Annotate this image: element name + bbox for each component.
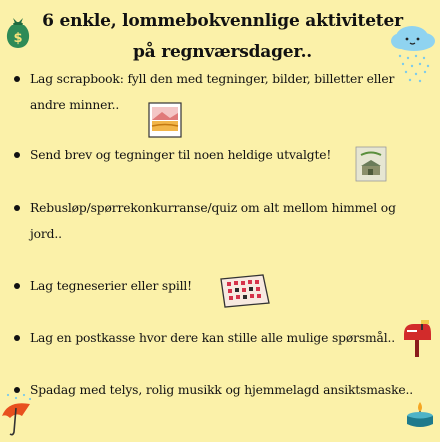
list-item [14, 142, 414, 168]
bullet [14, 76, 20, 82]
bullet [14, 283, 20, 289]
list-item [14, 195, 414, 247]
item-text: Rebusløp/spørrekonkurranse/quiz om alt mellom himmel og jord.. [30, 201, 396, 241]
tealight-candle-icon [404, 400, 436, 430]
list-item [14, 273, 414, 299]
umbrella-icon [0, 392, 36, 438]
bullet [14, 335, 20, 341]
item-text: Spadag med telys, rolig musikk og hjemmelagd ansiktsmaske.. [30, 383, 414, 397]
bullet [14, 205, 20, 211]
item-text: Lag scrapbook: fyll den med tegninger, bilder, billetter eller andre minner.. [30, 72, 395, 112]
item-text: Lag en postkasse hvor dere kan stille alle mulige spørsmål.. [30, 331, 396, 345]
bullet [14, 152, 20, 158]
mailbox-icon [401, 318, 433, 358]
list-item [14, 325, 414, 351]
item-text: Send brev og tegninger til noen heldige utvalgte! [30, 148, 332, 162]
scrapbook-photo-icon [148, 102, 182, 138]
list-item [14, 66, 414, 118]
item-text: Lag tegneserier eller spill! [30, 279, 192, 293]
title-line-2: på regnværsdager.. [132, 42, 313, 62]
list-item [14, 377, 414, 403]
comic-board-icon [217, 273, 271, 309]
title-line-1: 6 enkle, lommebokvennlige aktiviteter [42, 11, 403, 31]
greeting-card-icon [355, 146, 387, 182]
svg-text:$: $ [13, 31, 23, 46]
